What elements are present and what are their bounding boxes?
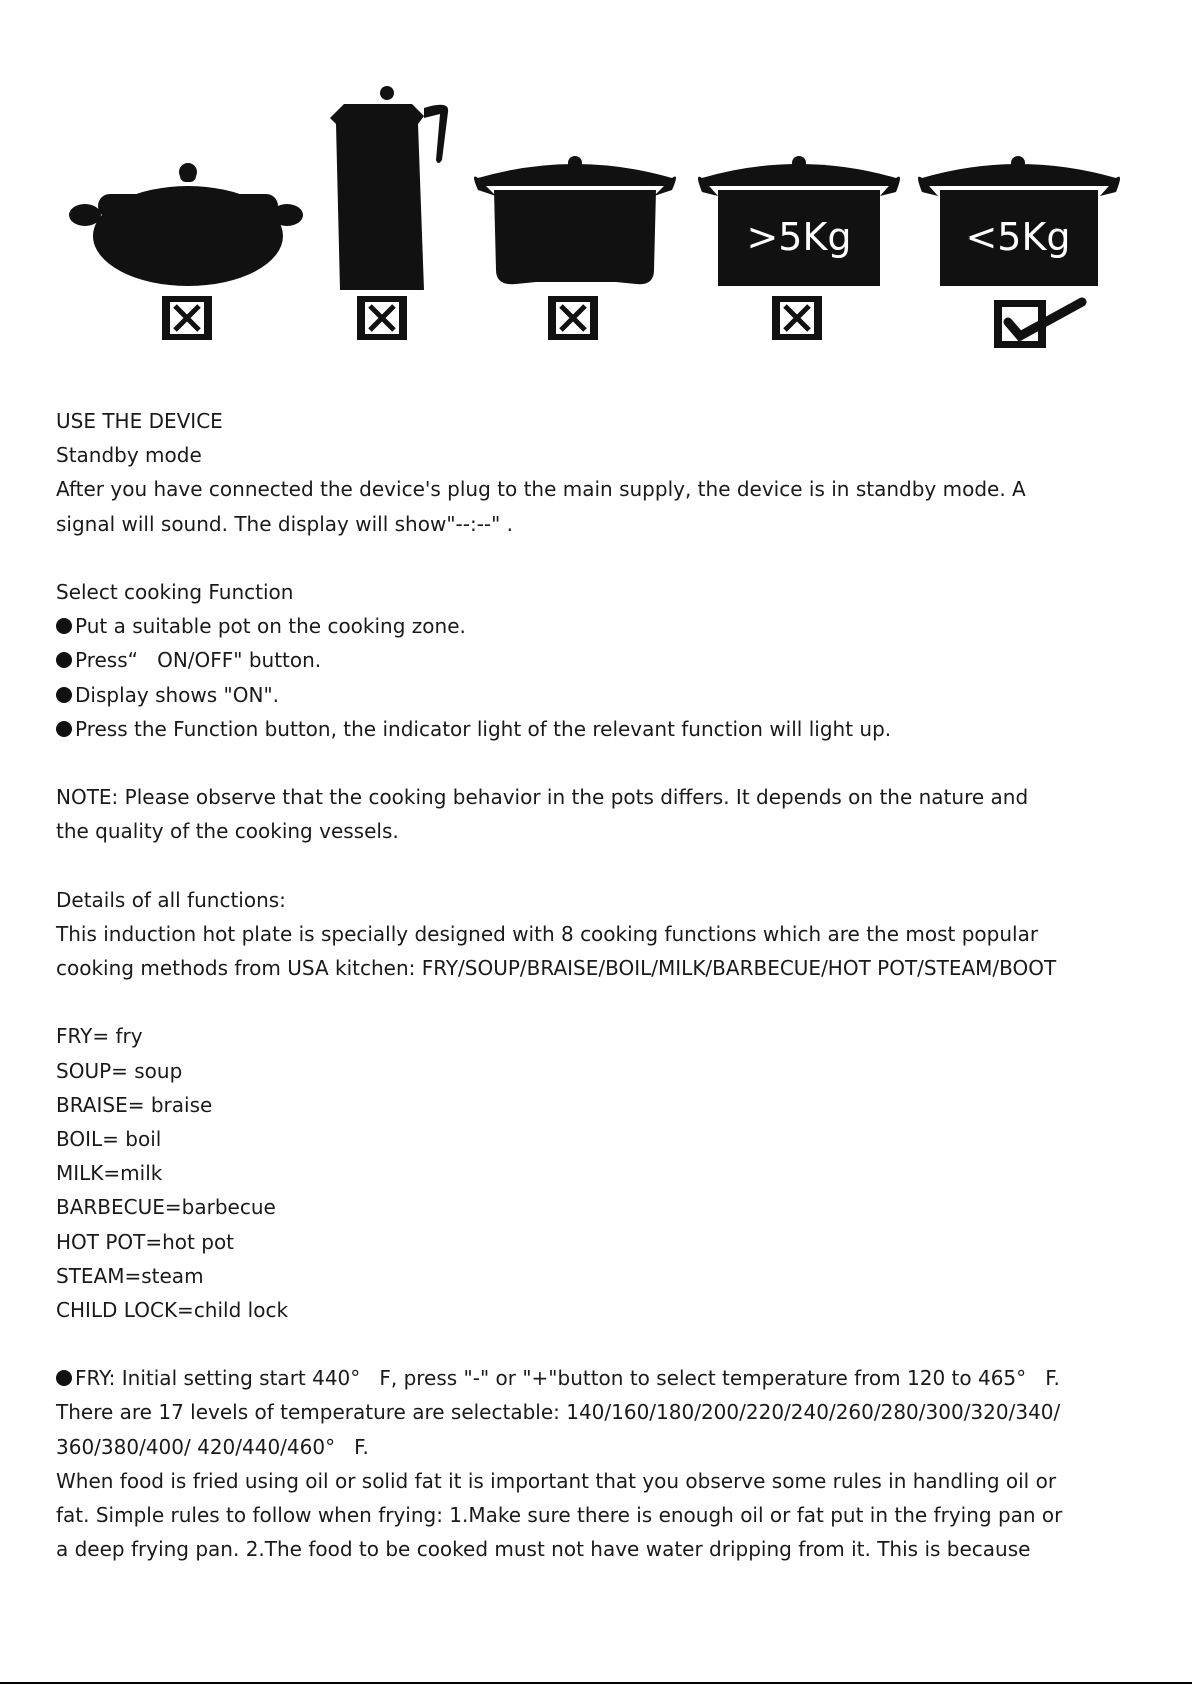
weight-label-over: >5Kg [746, 215, 852, 259]
bullet-item: Display shows "ON". [56, 678, 1136, 712]
paragraph-line: fat. Simple rules to follow when frying: 1.Make sure there is enough oil or fat put in the frying pan or [56, 1503, 1063, 1527]
function-item: BRAISE= braise [56, 1092, 213, 1117]
bullet-item: FRY: Initial setting start 440° F, press "-" or "+"button to select temperature from 120 to 465° F. [56, 1361, 1136, 1395]
wok-pan-icon [69, 163, 303, 286]
subheading: Standby mode [56, 443, 202, 468]
paragraph-line: When food is fried using oil or solid fat it is important that you observe some rules in handling oil or [56, 1468, 1057, 1493]
section-heading: Select cooking Function [56, 579, 294, 604]
cross-mark-icon [357, 296, 407, 340]
coffee-pot-icon [330, 86, 448, 290]
cross-mark-icon [772, 296, 822, 340]
bullet-item: Put a suitable pot on the cooking zone. [56, 609, 1136, 643]
function-item: BARBECUE=barbecue [56, 1195, 276, 1220]
cross-mark-icon [548, 296, 598, 340]
bullet-icon [56, 652, 72, 668]
function-item: CHILD LOCK=child lock [56, 1297, 289, 1322]
bullet-icon [56, 618, 72, 634]
function-item: FRY= fry [56, 1024, 143, 1049]
bullet-icon [56, 687, 72, 703]
note-line: the quality of the cooking vessels. [56, 819, 399, 844]
check-mark-icon [994, 300, 1082, 348]
paragraph-line: a deep frying pan. 2.The food to be cooked must not have water dripping from it. This is because [56, 1537, 1031, 1562]
cooking-pot-icon [474, 156, 676, 284]
paragraph-line: There are 17 levels of temperature are selectable: 140/160/180/200/220/240/260/280/300/320/340/ [56, 1400, 1061, 1425]
weight-label-under: <5Kg [965, 215, 1071, 259]
function-item: SOUP= soup [56, 1058, 183, 1083]
cookware-suitability-figure [0, 0, 1192, 370]
paragraph-line: This induction hot plate is specially designed with 8 cooking functions which are the most popular [56, 921, 1039, 946]
cross-mark-icon [162, 296, 212, 340]
paragraph-line: After you have connected the device's plug to the main supply, the device is in standby mode. A [56, 477, 1026, 502]
section-heading: USE THE DEVICE [56, 409, 223, 433]
note-line: NOTE: Please observe that the cooking behavior in the pots differs. It depends on the nature and [56, 785, 1029, 810]
bullet-icon [56, 1370, 72, 1386]
function-item: MILK=milk [56, 1161, 163, 1186]
section-heading: Details of all functions: [56, 887, 286, 912]
paragraph-line: signal will sound. The display will show"--:--" . [56, 511, 514, 536]
bullet-item: Press“ ON/OFF" button. [56, 643, 1136, 677]
paragraph-line: cooking methods from USA kitchen: FRY/SOUP/BRAISE/BOIL/MILK/BARBECUE/HOT POT/STEAM/BOOT [56, 956, 1057, 980]
manual-text [56, 404, 1136, 1566]
function-item: STEAM=steam [56, 1263, 204, 1288]
bullet-item: Press the Function button, the indicator light of the relevant function will light up. [56, 712, 1136, 746]
paragraph-line: 360/380/400/ 420/440/460° F. [56, 1434, 369, 1459]
page-bottom-rule [0, 1682, 1192, 1684]
function-item: BOIL= boil [56, 1126, 162, 1151]
bullet-icon [56, 721, 72, 737]
function-item: HOT POT=hot pot [56, 1229, 235, 1254]
